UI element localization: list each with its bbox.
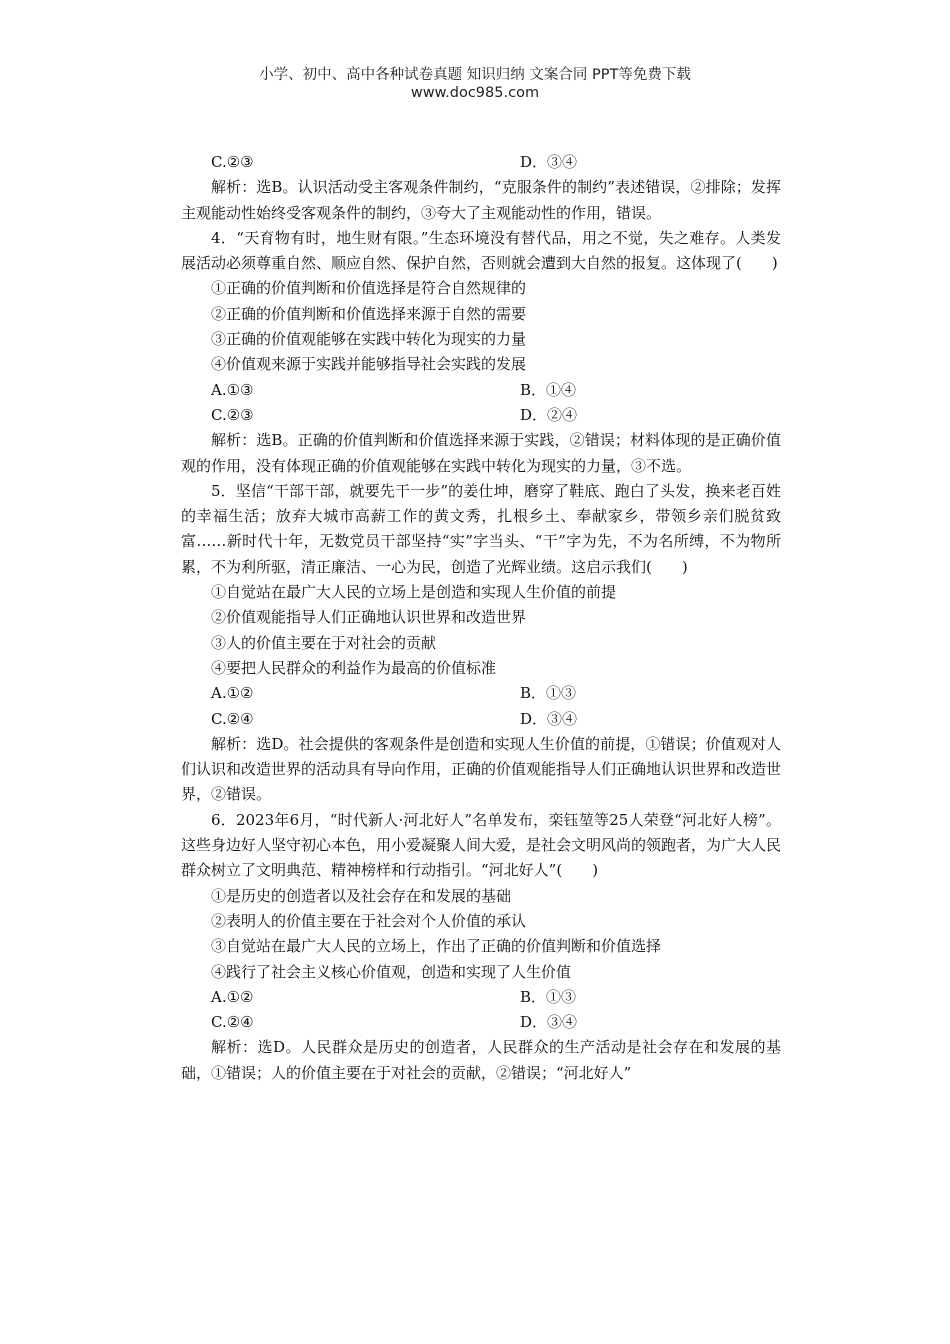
q4-analysis: 解析：选B。正确的价值判断和价值选择来源于实践，②错误；材料体现的是正确价值观的作用，没有体现正确的价值观能够在实践中转化为现实的力量，③不选。 [181, 431, 781, 475]
q5-item: ②价值观能指导人们正确地认识世界和改造世界 [211, 608, 527, 627]
q6-options-row [181, 985, 781, 1010]
option-d: D．②④ [520, 405, 578, 424]
option-d: D．③④ [520, 709, 578, 728]
option-b: B．①③ [520, 987, 577, 1006]
header-url: www.doc985.com [410, 85, 540, 101]
q4-item: ④价值观来源于实践并能够指导社会实践的发展 [211, 355, 527, 374]
option-a: A.①② [211, 684, 254, 703]
header-title: 小学、初中、高中各种试卷真题 知识归纳 文案合同 PPT等免费下载 [259, 67, 691, 83]
q3-analysis: 解析：选B。认识活动受主客观条件制约，“克服条件的制约”表述错误，②排除；发挥主观能动性始终受客观条件的制约，③夸大了主观能动性的作用，错误。 [181, 178, 781, 222]
q4-item: ①正确的价值判断和价值选择是符合自然规律的 [211, 279, 527, 298]
option-d: D．③④ [520, 1013, 578, 1032]
q5-stem: 5．坚信“干部干部，就要先干一步”的姜仕坤，磨穿了鞋底、跑白了头发，换来老百姓的幸福生活；放弃大城市高薪工作的黄文秀，扎根乡土、奉献家乡，带领乡亲们脱贫致富……新时代十年，无数党员干部坚持“实”字当头、“干”字为先，不为名所缚，不为物所累，不为利所驱，清正廉洁、一心为民，创造了光辉业绩。这启示我们( ) [181, 481, 781, 576]
q5-item: ③人的价值主要在于对社会的贡献 [211, 633, 437, 652]
q6-item: ③自觉站在最广大人民的立场上，作出了正确的价值判断和价值选择 [211, 937, 662, 956]
q5-options-row [181, 681, 781, 706]
q5-analysis: 解析：选D。社会提供的客观条件是创造和实现人生价值的前提，①错误；价值观对人们认识和改造世界的活动具有导向作用，正确的价值观能指导人们正确地认识世界和改造世界，②错误。 [181, 734, 782, 804]
q6-item: ②表明人的价值主要在于社会对个人价值的承认 [211, 911, 527, 930]
q5-item: ①自觉站在最广大人民的立场上是创造和实现人生价值的前提 [211, 583, 617, 602]
option-c: C.②④ [211, 709, 254, 728]
option-a: A.①② [211, 987, 254, 1006]
document-body [181, 150, 781, 1086]
q4-stem: 4．“天育物有时，地生财有限。”生态环境没有替代品，用之不觉，失之难存。人类发展活动必须尊重自然、顺应自然、保护自然，否则就会遭到大自然的报复。这体现了( ) [181, 228, 781, 273]
option-c: C.②④ [211, 1013, 254, 1032]
option-b: B．①③ [520, 684, 577, 703]
q4-options-row [181, 403, 781, 428]
q4-options-row [181, 378, 781, 403]
q6-item: ①是历史的创造者以及社会存在和发展的基础 [211, 886, 512, 905]
q5-item: ④要把人民群众的利益作为最高的价值标准 [211, 658, 497, 677]
option-c: C.②③ [211, 405, 254, 424]
q6-options-row [181, 1010, 781, 1035]
option-b: B．①④ [520, 380, 577, 399]
q4-item: ②正确的价值判断和价值选择来源于自然的需要 [211, 304, 527, 323]
q6-analysis: 解析：选D。人民群众是历史的创造者，人民群众的生产活动是社会存在和发展的基础，①错误；人的价值主要在于对社会的贡献，②错误；“河北好人” [181, 1038, 781, 1082]
q6-item: ④践行了社会主义核心价值观，创造和实现了人生价值 [211, 962, 572, 981]
page-header [0, 66, 950, 102]
option-a: A.①③ [211, 380, 254, 399]
q5-options-row [181, 707, 781, 732]
q3-options-row [181, 150, 781, 175]
option-c: C.②③ [211, 153, 254, 171]
q4-item: ③正确的价值观能够在实践中转化为现实的力量 [211, 330, 527, 349]
q6-stem: 6．2023年6月，“时代新人·河北好人”名单发布，栾钰堃等25人荣登“河北好人榜”。这些身边好人坚守初心本色，用小爱凝聚人间大爱，是社会文明风尚的领跑者，为广大人民群众树立了文明典范、精神榜样和行动指引。“河北好人”( ) [181, 810, 782, 880]
option-d: D．③④ [520, 153, 578, 171]
